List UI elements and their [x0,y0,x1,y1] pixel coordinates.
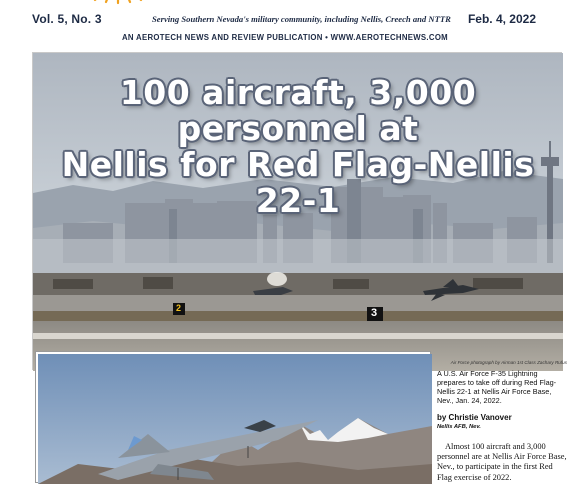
article-body: Almost 100 aircraft and 3,000 personnel are at Nellis Air Force Base, Nev., to participate in the first Red Flag exercise of 2022. [437,442,567,482]
photo-caption: A U.S. Air Force F-35 Lightning prepares to take off during Red Flag-Nellis 22-1 at Nellis Air Force Base, Nev., Jan. 24, 2022. [437,369,557,405]
publication-line [0,33,570,42]
volume-number: Vol. 5, No. 3 [32,12,102,26]
issue-date: Feb. 4, 2022 [467,12,536,26]
photo-credit: Air Force photograph by Airman 1st Class Zachary Rufus [450,360,567,365]
headline-line-2: Nellis for Red Flag-Nellis 22-1 [61,145,535,220]
publication-line-text: AN AEROTECH NEWS AND REVIEW PUBLICATION • WWW.AEROTECHNEWS.COM [122,33,448,42]
eurofighter-illustration [38,354,432,484]
headline-line-1: 100 aircraft, 3,000 personnel at [119,73,477,148]
inset-photo-eurofighter [36,352,430,482]
runway-marker-right: 3 [371,307,378,319]
masthead-tagline: Serving Southern Nevada's military community, including Nellis, Creech and NTTR [152,14,451,24]
hero-photo [32,52,562,370]
masthead [0,0,570,50]
sun-logo-icon [88,0,148,12]
article-byline: by Christie Vanover [437,413,512,422]
issue-row [32,12,536,28]
runway-marker-left: 2 [176,303,182,313]
article-column [437,360,567,483]
headline [33,75,563,219]
article-dateline: Nellis AFB, Nev. [437,424,481,430]
